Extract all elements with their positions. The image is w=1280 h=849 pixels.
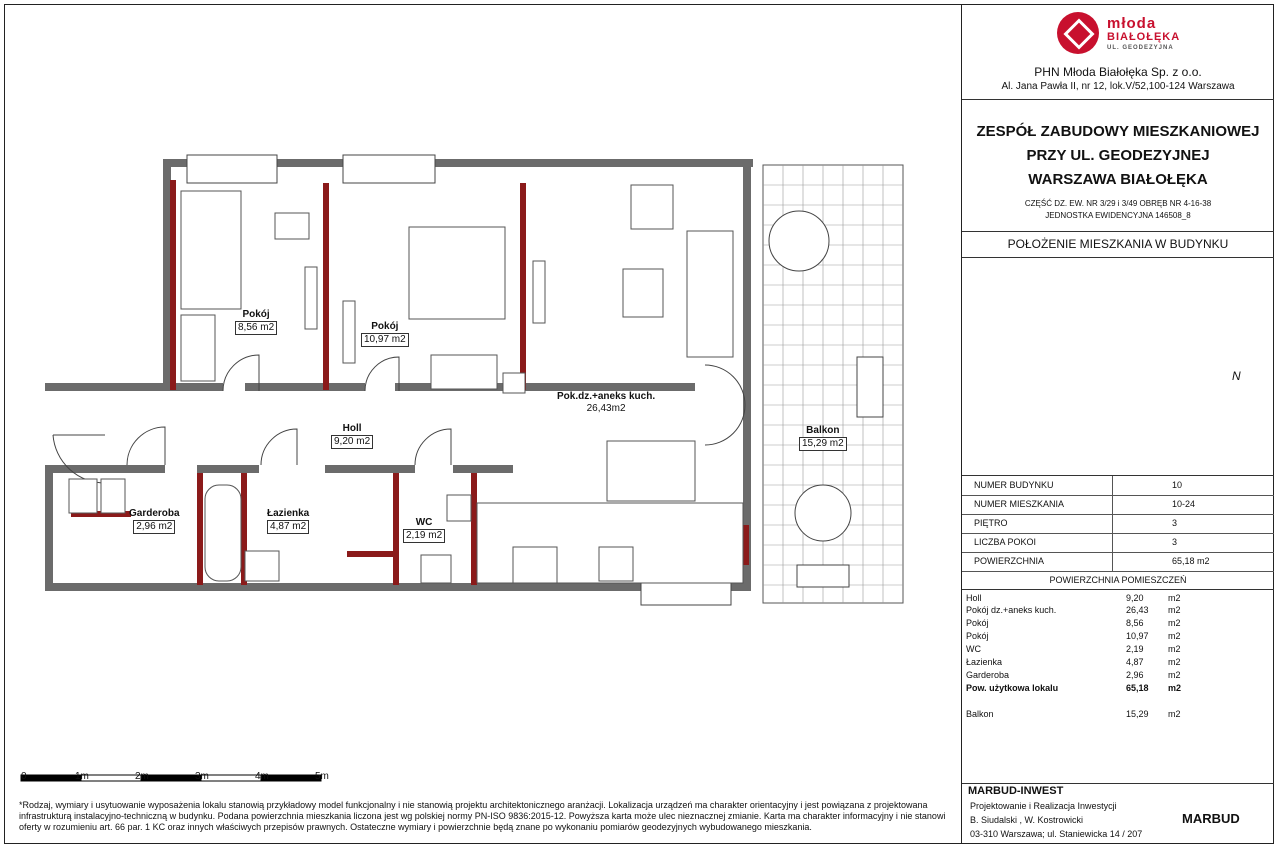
scale-bar (21, 775, 321, 781)
rooms-heading: POWIERZCHNIA POMIESZCZEŃ (1049, 575, 1187, 585)
label-bathroom: Łazienka 4,87 m2 (267, 508, 310, 532)
plan-sheet: Pokój 8,56 m2 Pokój 10,97 m2 Pok.dz.+aneks kuch. 26,43m2 Holl 9,20 m2 Balkon 15,29 m2 Garderoba 2,96 m2 Łazienka 4,87 m2 WC 2,19 m2 0 1m 2m 3m 4m 5m *Rodzaj, wymiary i usytuowanie wyposażenia lokalu stanowią przykładowy model funkcjonalny i nie stanowią projektu architektonicznego aranżacji. Lokalizacja urządzeń ma charakter orientacyjny i jest powiązana z projektowana infrastrukturą instalacyjno-techniczną w budynku. Podana powierzchnia mieszkania liczona jest wg polskiej normy PN-ISO 9836:2015-12. Powyższa karta może ulec nieznacznej zmianie. Karta ma charakter informacyjny i nie stanowi oferty w rozumieniu art. 66 par. 1 KC oraz innych właściwych przepisów prawnych. Ostateczne wymiary i powierzchnie będą znane po wykonaniu pomiarów geodezyjnych wybudowanego mieszkania. młoda BIAŁOŁĘKA UL. GEODEZYJNA PHN Młoda Białołęka Sp. z o.o. Al. Jana Pawła II, nr 12, lok.V/52,100-124 Warszawa ZESPÓŁ ZABUDOWY MIESZKANIOWEJ PRZY UL. GEODEZYJNEJ WARSZAWA BIAŁOŁĘKA CZĘŚĆ DZ. EW. NR 3/29 i 3/49 OBRĘB NR 4-16-38 JEDNOSTKA EWIDENCYJNA 146508_8 POŁOŻENIE MIESZKANIA W BUDYNKU N NUMER BUDYNKU 10 NUMER MIESZKANIA 10-24 PIĘTRO 3 LICZBA POKOI 3 POWIERZCHNIA 65,18 m2 POWIERZCHNIA POMIESZCZEŃ Holl 9,20 m2 Pokój dz.+aneks kuch. 26,43 m2 Pokój 8,56 m2 Pokój 10,97 m2 WC 2,19 m2 Łazienka 4,87 m2 Garderoba 2,96 m2 Pow. użytkowa lokalu 65,18 m2 Balkon 15,29 m2 MARBUD-INWEST Projektowanie i Realizacja Inwestycji B. Siudalski , W. Kostrowicki 03-310 Warszawa; ul. Staniewicka 14 / 207 MARBUD (4, 4, 1274, 844)
info-row: LICZBA POKOI 3 (962, 533, 1274, 553)
project-title-2: PRZY UL. GEODEZYJNEJ (1026, 147, 1210, 164)
floor-plan (5, 5, 955, 843)
brand-line3: UL. GEODEZYJNA (1107, 45, 1174, 51)
label-hall: Holl 9,20 m2 (331, 423, 373, 449)
info-row: NUMER MIESZKANIA 10-24 (962, 495, 1274, 515)
info-row: POWIERZCHNIA 65,18 m2 (962, 552, 1274, 572)
balcony-area (763, 165, 903, 603)
brand-line1: młoda (1107, 15, 1157, 32)
project-unit: JEDNOSTKA EWIDENCYJNA 146508_8 (1045, 211, 1191, 220)
brand-line2: BIAŁOŁĘKA (1107, 31, 1181, 43)
north-label: N (1232, 369, 1241, 383)
info-row: NUMER BUDYNKU 10 (962, 476, 1274, 496)
label-wardrobe: Garderoba 2,96 m2 (129, 508, 180, 532)
label-balcony: Balkon 15,29 m2 (799, 425, 847, 451)
info-row: PIĘTRO 3 (962, 514, 1274, 534)
footnote: *Rodzaj, wymiary i usytuowanie wyposażenia lokalu stanowią przykładowy model funkcjonalny i nie stanowią projektu architektonicznego aranżacji. Lokalizacja urządzeń ma charakter orientacyjny i jest powiązana z projektowana infrastrukturą instalacyjno-techniczną w budynku. Podana powierzchnia mieszkania liczona jest wg polskiej normy PN-ISO 9836:2015-12. Powyższa karta może ulec nieznacznej zmianie. Karta ma charakter informacyjny i nie stanowi oferty w rozumieniu art. 66 par. 1 KC oraz innych właściwych przepisów prawnych. Ostateczne wymiary i powierzchnie będą znane po wykonaniu pomiarów geodezyjnych wybudowanego mieszkania. (19, 800, 946, 832)
label-living: Pok.dz.+aneks kuch. 26,43m2 (557, 391, 656, 414)
brand-logo-icon (1057, 12, 1099, 54)
title-block: młoda BIAŁOŁĘKA UL. GEODEZYJNA PHN Młoda Białołęka Sp. z o.o. Al. Jana Pawła II, nr 12, lok.V/52,100-124 Warszawa ZESPÓŁ ZABUDOWY MIESZKANIOWEJ PRZY UL. GEODEZYJNEJ WARSZAWA BIAŁOŁĘKA CZĘŚĆ DZ. EW. NR 3/29 i 3/49 OBRĘB NR 4-16-38 JEDNOSTKA EWIDENCYJNA 146508_8 POŁOŻENIE MIESZKANIA W BUDYNKU N NUMER BUDYNKU 10 NUMER MIESZKANIA 10-24 PIĘTRO 3 LICZBA POKOI 3 POWIERZCHNIA 65,18 m2 POWIERZCHNIA POMIESZCZEŃ Holl 9,20 m2 Pokój dz.+aneks kuch. 26,43 m2 Pokój 8,56 m2 Pokój 10,97 m2 WC 2,19 m2 Łazienka 4,87 m2 Garderoba 2,96 m2 Pow. użytkowa lokalu 65,18 m2 Balkon 15,29 m2 MARBUD-INWEST Projektowanie i Realizacja Inwestycji B. Siudalski , W. Kostrowicki 03-310 Warszawa; ul. Staniewicka 14 / 207 MARBUD (961, 5, 1274, 843)
designer-logo: MARBUD (1182, 811, 1240, 826)
company-address: Al. Jana Pawła II, nr 12, lok.V/52,100-124 Warszawa (1001, 81, 1235, 92)
project-title-1: ZESPÓŁ ZABUDOWY MIESZKANIOWEJ (976, 123, 1260, 140)
designer-line2: B. Siudalski , W. Kostrowicki (970, 815, 1084, 825)
project-parcel: CZĘŚĆ DZ. EW. NR 3/29 i 3/49 OBRĘB NR 4-16-38 (1024, 199, 1212, 208)
designer-line1: Projektowanie i Realizacja Inwestycji (970, 801, 1117, 811)
designer-name: MARBUD-INWEST (968, 785, 1064, 797)
project-title-3: WARSZAWA BIAŁOŁĘKA (1028, 171, 1208, 188)
label-wc: WC 2,19 m2 (403, 517, 445, 543)
designer-line3: 03-310 Warszawa; ul. Staniewicka 14 / 207 (970, 829, 1143, 839)
location-heading: POŁOŻENIE MIESZKANIA W BUDYNKU (1007, 237, 1229, 251)
label-room-1: Pokój 8,56 m2 (235, 309, 277, 335)
company-name: PHN Młoda Białołęka Sp. z o.o. (1034, 65, 1202, 79)
label-room-2: Pokój 10,97 m2 (361, 321, 409, 347)
